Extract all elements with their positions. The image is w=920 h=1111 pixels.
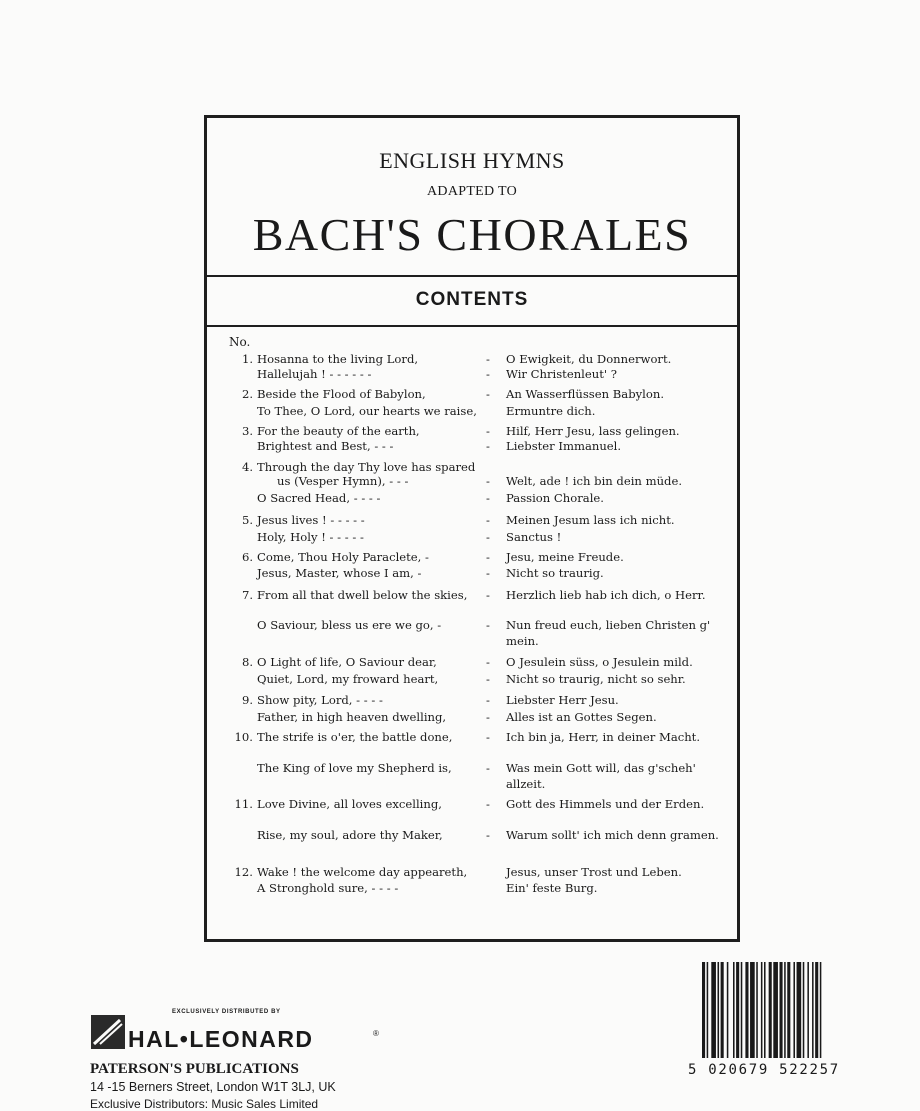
exclusive-distributors: Exclusive Distributors: Music Sales Limited: [90, 1097, 319, 1111]
english-title: Jesus lives ! - - - - -: [257, 513, 365, 527]
german-chorale: Liebster Immanuel.: [506, 439, 622, 453]
german-chorale: Ermuntre dich.: [506, 404, 596, 418]
german-chorale: Nicht so traurig, nicht so sehr.: [506, 672, 686, 686]
barcode-bar: [718, 962, 720, 1058]
leader-dash: -: [486, 710, 490, 724]
leader-dash: -: [486, 828, 490, 842]
german-chorale: Alles ist an Gottes Segen.: [506, 710, 657, 724]
barcode-bar: [793, 962, 795, 1058]
english-title: Show pity, Lord, - - - -: [257, 693, 383, 707]
english-title: From all that dwell below the skies,: [257, 588, 468, 602]
english-title: Brightest and Best, - - -: [257, 439, 394, 453]
german-chorale: Herzlich lieb hab ich dich, o Herr.: [506, 588, 706, 602]
barcode-bar: [761, 962, 763, 1058]
english-title: For the beauty of the earth,: [257, 424, 420, 438]
hymn-number: 1.: [241, 352, 253, 366]
english-title: Jesus, Master, whose I am, -: [257, 566, 422, 580]
contents-heading-box: [207, 275, 737, 327]
publisher-address: 14 -15 Berners Street, London W1T 3LJ, UK: [90, 1080, 336, 1094]
german-chorale: Ich bin ja, Herr, in deiner Macht.: [506, 730, 701, 744]
barcode-bar: [733, 962, 735, 1058]
hymn-number: 5.: [241, 513, 253, 527]
english-title: Rise, my soul, adore thy Maker,: [257, 828, 443, 842]
english-title: A Stronghold sure, - - - -: [257, 881, 399, 895]
leader-dash: -: [486, 797, 490, 811]
barcode-bar: [721, 962, 724, 1058]
barcode-bar: [784, 962, 786, 1058]
barcode-bar: [750, 962, 755, 1058]
leader-dash: -: [486, 655, 490, 669]
title-box: [207, 118, 737, 277]
german-chorale: Meinen Jesum lass ich nicht.: [506, 513, 675, 527]
barcode-bar: [707, 962, 709, 1058]
german-chorale: Welt, ade ! ich bin dein müde.: [506, 474, 683, 488]
english-title: The strife is o'er, the battle done,: [257, 730, 453, 744]
english-title: Holy, Holy ! - - - - -: [257, 530, 364, 544]
leader-dash: -: [486, 566, 490, 580]
german-chorale: Warum sollt' ich mich denn gramen.: [506, 828, 719, 842]
german-chorale: Jesus, unser Trost und Leben.: [506, 865, 682, 879]
title-bachs-chorales: BACH'S CHORALES: [252, 209, 692, 260]
english-title: To Thee, O Lord, our hearts we raise,: [257, 404, 477, 418]
barcode-bar: [745, 962, 748, 1058]
leader-dash: -: [486, 693, 490, 707]
english-title: Hosanna to the living Lord,: [257, 352, 419, 366]
german-chorale: O Jesulein süss, o Jesulein mild.: [506, 655, 693, 669]
english-title: O Sacred Head, - - - -: [257, 491, 381, 505]
german-chorale: Nun freud euch, lieben Christen g' mein.: [506, 618, 711, 648]
barcode-bar: [769, 962, 772, 1058]
german-chorale: O Ewigkeit, du Donnerwort.: [506, 352, 672, 366]
contents-heading: CONTENTS: [415, 289, 529, 310]
english-title: O Light of life, O Saviour dear,: [257, 655, 437, 669]
german-chorale: Jesu, meine Freude.: [506, 550, 624, 564]
leader-dash: -: [486, 439, 490, 453]
german-chorale: Hilf, Herr Jesu, lass gelingen.: [506, 424, 680, 438]
barcode-bar: [764, 962, 766, 1058]
english-title: Love Divine, all loves excelling,: [257, 797, 442, 811]
leader-dash: -: [486, 588, 490, 602]
german-chorale: Liebster Herr Jesu.: [506, 693, 619, 707]
english-title: Father, in high heaven dwelling,: [257, 710, 447, 724]
leader-dash: -: [486, 352, 490, 366]
english-title-continued: us (Vesper Hymn), - - -: [277, 474, 409, 488]
leader-dash: -: [486, 730, 490, 744]
german-chorale: Was mein Gott will, das g'scheh' allzeit.: [506, 761, 696, 791]
german-chorale: Ein' feste Burg.: [506, 881, 598, 895]
leader-dash: -: [486, 761, 490, 775]
english-title: Come, Thou Holy Paraclete, -: [257, 550, 429, 564]
hymn-number: 6.: [241, 550, 253, 564]
german-chorale: Wir Christenleut' ?: [506, 367, 617, 381]
barcode-bar: [807, 962, 809, 1058]
german-chorale: Nicht so traurig.: [506, 566, 604, 580]
hymn-number: 4.: [241, 460, 253, 474]
barcode-bar: [711, 962, 716, 1058]
german-chorale: Gott des Himmels und der Erden.: [506, 797, 705, 811]
german-chorale: Passion Chorale.: [506, 491, 604, 505]
hal-leonard-brand: HAL•LEONARD: [128, 1026, 314, 1052]
barcode-bar: [702, 962, 705, 1058]
hymn-number: 11.: [234, 797, 253, 811]
barcode-bar: [736, 962, 739, 1058]
leader-dash: -: [486, 424, 490, 438]
barcode-number: 5 020679 522257: [688, 1062, 840, 1078]
title-english-hymns: ENGLISH HYMNS: [379, 148, 565, 173]
hal-leonard-logo-icon: [90, 1014, 126, 1050]
barcode-bar: [812, 962, 814, 1058]
leader-dash: -: [486, 491, 490, 505]
barcode-icon: [700, 962, 872, 1062]
hymn-number: 9.: [241, 693, 253, 707]
leader-dash: -: [486, 530, 490, 544]
leader-dash: -: [486, 618, 490, 632]
barcode-bar: [727, 962, 729, 1058]
number-column-label: No.: [229, 335, 251, 349]
leader-dash: -: [486, 672, 490, 686]
barcode-bar: [787, 962, 790, 1058]
hymn-number: 8.: [241, 655, 253, 669]
barcode-bar: [797, 962, 802, 1058]
publisher-name: PATERSON'S PUBLICATIONS: [90, 1061, 299, 1077]
hymn-number: 3.: [241, 424, 253, 438]
german-chorale: An Wasserflüssen Babylon.: [506, 387, 665, 401]
leader-dash: -: [486, 474, 490, 488]
english-title: Wake ! the welcome day appeareth,: [257, 865, 468, 879]
german-chorale: Sanctus !: [506, 530, 562, 544]
title-adapted-to: ADAPTED TO: [427, 184, 517, 199]
barcode-bar: [803, 962, 805, 1058]
barcode-bar: [756, 962, 758, 1058]
english-title: Beside the Flood of Babylon,: [257, 387, 426, 401]
hymn-number: 2.: [241, 387, 253, 401]
registered-mark: ®: [373, 1029, 379, 1038]
leader-dash: -: [486, 367, 490, 381]
barcode-bar: [773, 962, 778, 1058]
english-title: Quiet, Lord, my froward heart,: [257, 672, 439, 686]
contents-frame: [204, 115, 740, 942]
barcode-bar: [741, 962, 743, 1058]
distributed-by-label: EXCLUSIVELY DISTRIBUTED BY: [172, 1009, 281, 1015]
english-title: Through the day Thy love has spared: [257, 460, 476, 474]
hymn-number: 7.: [241, 588, 253, 602]
leader-dash: -: [486, 513, 490, 527]
barcode-bar: [820, 962, 822, 1058]
english-title: The King of love my Shepherd is,: [257, 761, 452, 775]
barcode-bar: [780, 962, 783, 1058]
english-title: O Saviour, bless us ere we go, -: [257, 618, 442, 632]
hymn-number: 12.: [234, 865, 253, 879]
leader-dash: -: [486, 550, 490, 564]
leader-dash: -: [486, 387, 490, 401]
english-title: Hallelujah ! - - - - - -: [257, 367, 372, 381]
hymn-number: 10.: [234, 730, 253, 744]
barcode-bar: [815, 962, 818, 1058]
